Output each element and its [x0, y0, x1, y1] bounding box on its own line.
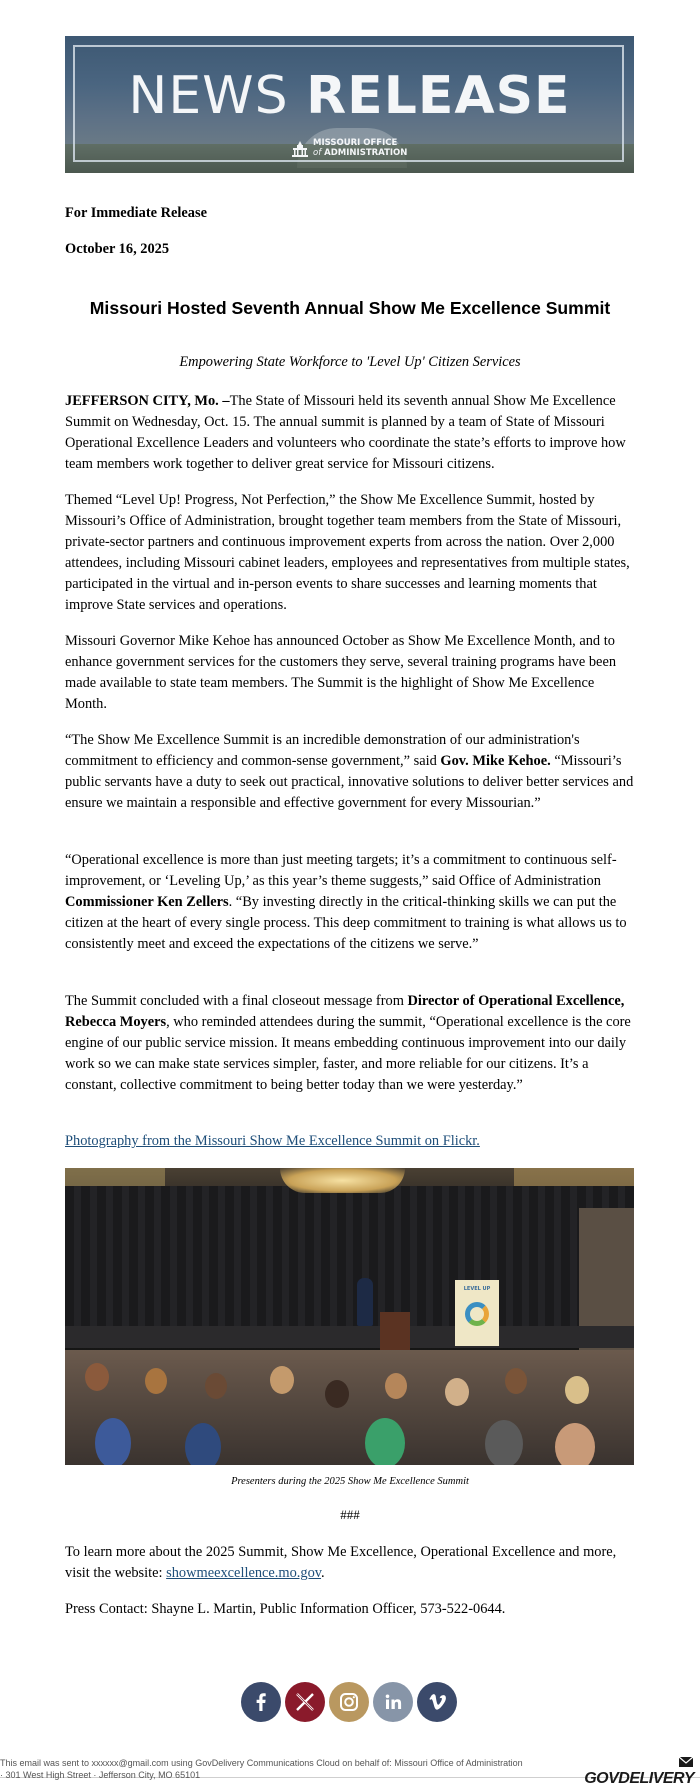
press-contact: Press Contact: Shayne L. Martin, Public Information Officer, 573-522-0644. [65, 1601, 506, 1617]
govdelivery-logo[interactable] [584, 1770, 694, 1788]
paragraph-4 [65, 730, 635, 814]
audience-member [365, 1418, 405, 1465]
photo-caption: Presenters during the 2025 Show Me Excellence Summit [231, 1476, 469, 1487]
dateline: JEFFERSON CITY, Mo. – [65, 393, 230, 409]
paragraph-1-text: The State of Missouri held its seventh annual Show Me Excellence Summit on Wednesday, Oct. 15. The annual summit is planned by a team of State of Missouri Operational Excellence Leaders and volunteers who coordinate the state’s efforts to improve how team members work together to deliver great service for Missouri citizens. [65, 393, 626, 472]
envelope-icon [678, 1756, 694, 1768]
paragraph-3: Missouri Governor Mike Kehoe has announced October as Show Me Excellence Month, and to enhance government services for the customers they serve, several training programs have been made available to state team members. The Summit is the highlight of Show Me Excellence Month. [65, 633, 617, 712]
audience-member [385, 1373, 407, 1399]
podium [380, 1312, 410, 1350]
commissioner-name: Commissioner Ken Zellers [65, 894, 229, 910]
headline: Missouri Hosted Seventh Annual Show Me Excellence Summit [89, 298, 611, 318]
learn-more-text: To learn more about the 2025 Summit, Show Me Excellence, Operational Excellence and more, visit the website: [65, 1544, 617, 1581]
immediate-release-label: For Immediate Release [65, 205, 207, 221]
audience-member [555, 1423, 595, 1465]
paragraph-6-text-b: , who reminded attendees during the summit, “Operational excellence is the core engine of our public service mission. It means embedding continuous improvement into our daily work so we can make state services simpler, faster, and more reliable for our citizens. It’s a constant, collective commitment to being better today than we were yesterday.” [65, 1014, 631, 1093]
audience [65, 1350, 634, 1465]
presenter-figure [357, 1278, 373, 1326]
audience-member [325, 1380, 349, 1408]
director-name: Director of Operational Excellence, Rebecca Moyers [65, 993, 625, 1030]
release-date: October 16, 2025 [65, 241, 170, 257]
audience-member [205, 1373, 227, 1399]
banner-title [65, 66, 634, 126]
paragraph-5-text-a: “Operational excellence is more than just meeting targets; it’s a commitment to continuous self-improvement, or ‘Leveling Up,’ as this year’s theme suggests,” said Office of Administration [65, 852, 617, 889]
x-link[interactable] [285, 1682, 325, 1722]
curtain-backdrop [65, 1186, 634, 1336]
facebook-icon [249, 1690, 273, 1714]
paragraph-6 [65, 991, 635, 1096]
audience-member [505, 1368, 527, 1394]
chandelier [280, 1168, 405, 1193]
logo-line-2: ADMINISTRATION [324, 148, 408, 158]
footer-line-1: This email was sent to xxxxxx@gmail.com using GovDelivery Communications Cloud on behalf of: Missouri Office of Administration [0, 1758, 523, 1768]
banner-title-bold: RELEASE [306, 66, 571, 126]
footer-line-2: · 301 West High Street · Jefferson City, MO 65101 [0, 1770, 201, 1780]
x-icon [293, 1690, 317, 1714]
subheadline: Empowering State Workforce to 'Level Up' Citizen Services [179, 354, 521, 370]
paragraph-2: Themed “Level Up! Progress, Not Perfection,” the Show Me Excellence Summit, hosted by Missouri’s Office of Administration, brought together team members from the State of Missouri, private-sector partners and continuous improvement experts from across the nation. Over 2,000 attendees, including Missouri cabinet leaders, employees and representatives from multiple states, participated in the virtual and in-person events to share successes and learning moments that improve State services and operations. [65, 492, 630, 613]
paragraph-4-text-a: “The Show Me Excellence Summit is an incredible demonstration of our administration's commitment to efficiency and common-sense government,” said [65, 732, 580, 769]
capitol-seal-icon [291, 140, 309, 158]
paragraph-5-text-b: . “By investing directly in the critical-thinking skills we can put the citizen at the heart of every single process. This deep commitment to training is what allows us to consistently meet and exceed the expectations of the citizens we serve.” [65, 894, 627, 952]
linkedin-link[interactable] [373, 1682, 413, 1722]
audience-member [85, 1363, 109, 1391]
audience-member [95, 1418, 131, 1465]
governor-name: Gov. Mike Kehoe. [440, 753, 551, 769]
govdelivery-text: GOVDELIVERY [584, 1770, 694, 1787]
instagram-icon [337, 1690, 361, 1714]
audience-member [565, 1376, 589, 1404]
audience-member [445, 1378, 469, 1406]
level-up-banner [455, 1280, 499, 1346]
learn-more-paragraph [65, 1542, 635, 1584]
news-release-banner [65, 36, 634, 173]
linkedin-icon [381, 1690, 405, 1714]
learn-more-end: . [321, 1565, 325, 1581]
office-of-administration-logo [291, 138, 421, 162]
flickr-link[interactable]: Photography from the Missouri Show Me Excellence Summit on Flickr. [65, 1133, 480, 1149]
audience-member [185, 1423, 221, 1465]
end-mark: ### [340, 1507, 360, 1522]
audience-member [145, 1368, 167, 1394]
paragraph-4-text-b: “Missouri’s public servants have a duty to seek out practical, innovative solutions to deliver better services and ensure we maintain a responsible and effective government for every Missourian.” [65, 753, 634, 811]
website-link[interactable]: showmeexcellence.mo.gov [166, 1565, 322, 1581]
level-up-banner-text: LEVEL UP [463, 1286, 491, 1292]
level-up-ring-logo [465, 1302, 489, 1326]
vimeo-link[interactable] [417, 1682, 457, 1722]
banner-title-light: NEWS [128, 66, 289, 126]
logo-line-1: MISSOURI OFFICE [313, 138, 398, 148]
stage [65, 1326, 634, 1348]
flickr-paragraph [65, 1131, 635, 1152]
paragraph-5 [65, 850, 635, 955]
paragraph-6-text-a: The Summit concluded with a final closeout message from [65, 993, 408, 1009]
audience-member [485, 1420, 523, 1465]
paragraph-1 [65, 391, 635, 475]
summit-photo [65, 1168, 634, 1465]
instagram-link[interactable] [329, 1682, 369, 1722]
logo-line-2-of: of [313, 148, 322, 158]
vimeo-icon [425, 1690, 449, 1714]
facebook-link[interactable] [241, 1682, 281, 1722]
audience-member [270, 1366, 294, 1394]
